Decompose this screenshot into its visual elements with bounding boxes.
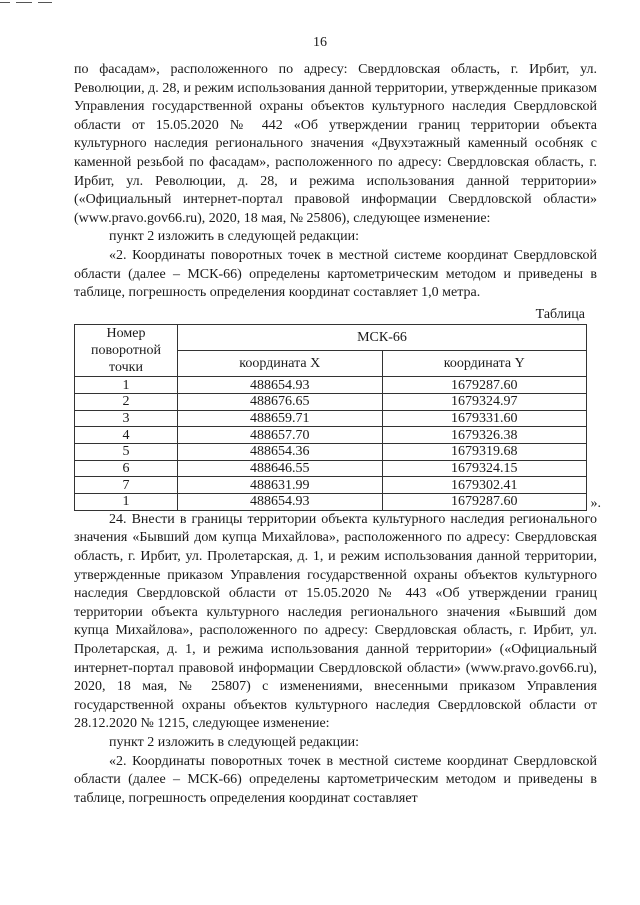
cell-x: 488659.71 <box>178 410 383 427</box>
scan-artifact-line <box>16 2 32 3</box>
paragraph-coordinates-intro: «2. Координаты поворотных точек в местной системе координат Свердловской области (далее – МСК-66) определены картометрическим методом и приведены в таблице, погрешность определения координат составляет <box>74 753 597 806</box>
header-msk66: МСК-66 <box>178 325 587 351</box>
paragraph-instruction: пункт 2 изложить в следующей редакции: <box>109 734 359 750</box>
cell-x: 488676.65 <box>178 394 383 411</box>
cell-x: 488657.70 <box>178 427 383 444</box>
cell-point: 3 <box>75 410 178 427</box>
table-caption: Таблица <box>535 306 585 322</box>
document-body <box>74 61 601 808</box>
table-row <box>75 477 587 494</box>
cell-x: 488654.93 <box>178 377 383 394</box>
closing-quote: ». <box>590 495 601 511</box>
table-row <box>75 460 587 477</box>
cell-x: 488631.99 <box>178 477 383 494</box>
paragraph-continuation: по фасадам», расположенного по адресу: Свердловская область, г. Ирбит, ул. Революции, д. 28, и режим использования данной территории, утвержденные приказом Управления государственной охраны объектов культурного наследия Свердловской области от 15.05.2020 № 442 «Об утверждении границ территории объекта культурного наследия регионального значения «Двухэтажный каменный особняк с каменной резьбой по фасадам», расположенного по адресу: Свердловская область, г. Ирбит, ул. Революции, д. 28, и режима использования данной территории» («Официальный интернет-портал правовой информации Свердловской области» (www.pravo.gov66.ru), 2020, 18 мая, № 25806), следующее изменение: <box>74 62 597 226</box>
cell-point: 4 <box>75 427 178 444</box>
paragraph-instruction: пункт 2 изложить в следующей редакции: <box>109 229 359 245</box>
cell-y: 1679287.60 <box>382 377 587 394</box>
table-row <box>75 394 587 411</box>
cell-y: 1679324.97 <box>382 394 587 411</box>
cell-y: 1679331.60 <box>382 410 587 427</box>
table-row <box>75 377 587 394</box>
cell-y: 1679319.68 <box>382 444 587 461</box>
table-row <box>75 444 587 461</box>
cell-y: 1679324.15 <box>382 460 587 477</box>
header-coordinate-y: координата Y <box>382 351 587 377</box>
cell-point: 5 <box>75 444 178 461</box>
coordinates-table <box>74 324 587 511</box>
table-row <box>75 494 587 511</box>
scan-artifact-line <box>38 2 52 3</box>
cell-x: 488654.93 <box>178 494 383 511</box>
cell-point: 7 <box>75 477 178 494</box>
scan-artifact-line <box>0 2 10 3</box>
cell-y: 1679287.60 <box>382 494 587 511</box>
header-point-number: Номер поворотной точки <box>75 325 178 377</box>
cell-y: 1679302.41 <box>382 477 587 494</box>
page-number: 16 <box>313 35 327 50</box>
cell-point: 2 <box>75 394 178 411</box>
cell-point: 1 <box>75 377 178 394</box>
cell-y: 1679326.38 <box>382 427 587 444</box>
cell-x: 488654.36 <box>178 444 383 461</box>
table-row <box>75 427 587 444</box>
cell-point: 1 <box>75 494 178 511</box>
paragraph-item-24: 24. Внести в границы территории объекта культурного наследия регионального значения «Бывший дом купца Михайлова», расположенного по адресу: Свердловская область, г. Ирбит, ул. Пролетарская, д. 1, и режим использования данной территории, утвержденные приказом Управления государственной охраны объектов культурного наследия Свердловской области от 15.05.2020 № 443 «Об утверждении границ территории объекта культурного наследия регионального значения «Бывший дом купца Михайлова», расположенного по адресу: Свердловская область, г. Ирбит, ул. Пролетарская, д. 1, и режима использования данной территории» («Официальный интернет-портал правовой информации Свердловской области» (www.pravo.gov66.ru), 2020, 18 мая, № 25807) с изменениями, внесенными приказом Управления государственной охраны объектов культурного наследия Свердловской области от 28.12.2020 № 1215, следующее изменение: <box>74 511 597 732</box>
header-coordinate-x: координата X <box>178 351 383 377</box>
cell-x: 488646.55 <box>178 460 383 477</box>
table-header-row <box>75 325 587 351</box>
coordinates-table-wrapper <box>74 324 601 511</box>
table-row <box>75 410 587 427</box>
cell-point: 6 <box>75 460 178 477</box>
paragraph-coordinates-intro: «2. Координаты поворотных точек в местной системе координат Свердловской области (далее – МСК-66) определены картометрическим методом и приведены в таблице, погрешность определения координат составляет 1,0 метра. <box>74 247 597 301</box>
